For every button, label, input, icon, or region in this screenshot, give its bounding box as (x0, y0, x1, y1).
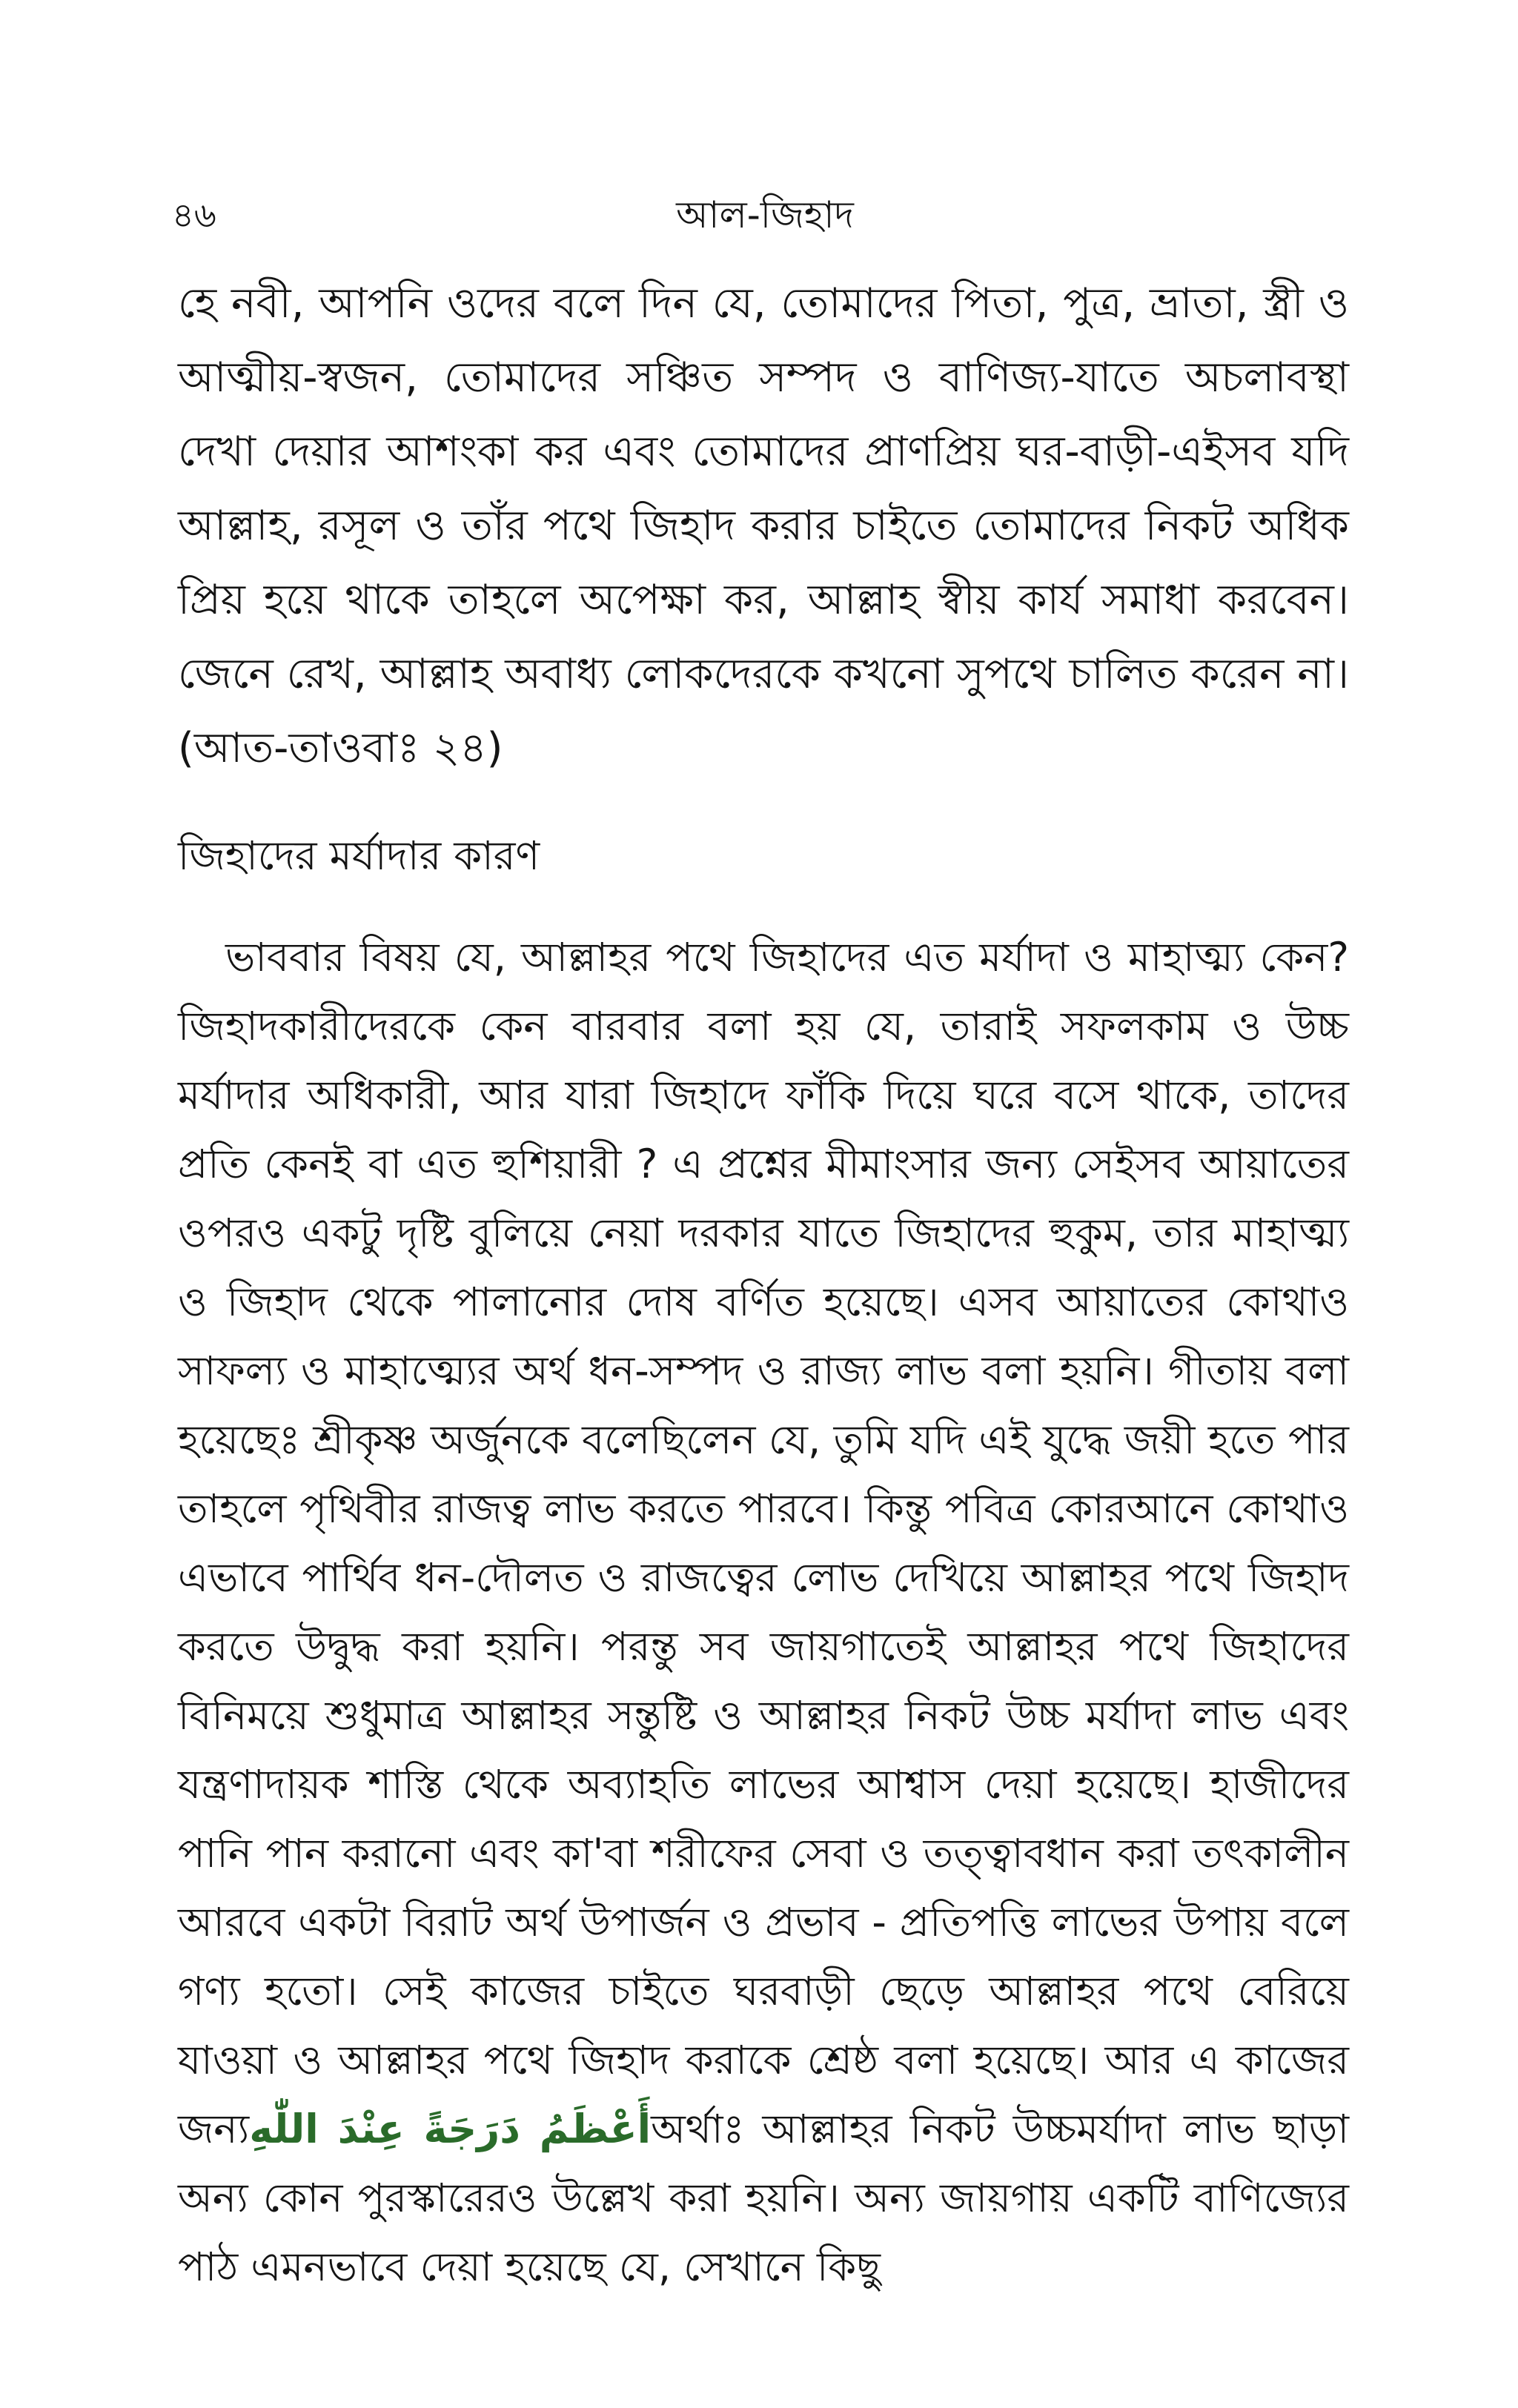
running-header (172, 185, 1358, 245)
page-number: ৪৬ (172, 195, 216, 235)
quran-verse-paragraph: হে নবী, আপনি ওদের বলে দিন যে, তোমাদের পিতা, পুত্র, ভ্রাতা, স্ত্রী ও আত্মীয়-স্বজন, তোমাদের সঞ্চিত সম্পদ ও বাণিজ্য-যাতে অচলাবস্থা দেখা দেয়ার আশংকা কর এবং তোমাদের প্রাণপ্রিয় ঘর-বাড়ী-এইসব যদি আল্লাহ, রসূল ও তাঁর পথে জিহাদ করার চাইতে তোমাদের নিকট অধিক প্রিয় হয়ে থাকে তাহলে অপেক্ষা কর, আল্লাহ স্বীয় কার্য সমাধা করবেন। জেনে রেখ, আল্লাহ অবাধ্য লোকদেরকে কখনো সুপথে চালিত করেন না। (আত-তাওবাঃ ২৪) (178, 279, 1350, 772)
body-text-part-2: অর্থাঃ আল্লাহর নিকট উচ্চমর্যাদা লাভ ছাড়া অন্য কোন পুরস্কারেরও উল্লেখ করা হয়নি। অন্য জায়গায় একটি বাণিজ্যের পাঠ এমনভাবে দেয়া হয়েছে যে, সেখানে কিছু (178, 2106, 1349, 2290)
book-title: আল-জিহাদ (676, 193, 854, 236)
arabic-phrase: أَعْظَمُ دَرَجَةً عِنْدَ اللّٰهِ (249, 2106, 652, 2152)
section-heading: জিহাদের মর্যাদার কারণ (178, 832, 540, 879)
body-text-part-1: ভাববার বিষয় যে, আল্লাহর পথে জিহাদের এত মর্যাদা ও মাহাত্ম্য কেন? জিহাদকারীদেরকে কেন বারবার বলা হয় যে, তারাই সফলকাম ও উচ্চ মর্যাদার অধিকারী, আর যারা জিহাদে ফাঁকি দিয়ে ঘরে বসে থাকে, তাদের প্রতি কেনই বা এত হুশিয়ারী ? এ প্রশ্নের মীমাংসার জন্য সেইসব আয়াতের ওপরও একটু দৃষ্টি বুলিয়ে নেয়া দরকার যাতে জিহাদের হুকুম, তার মাহাত্ম্য ও জিহাদ থেকে পালানোর দোষ বর্ণিত হয়েছে। এসব আয়াতের কোথাও সাফল্য ও মাহাত্ম্যের অর্থ ধন-সম্পদ ও রাজ্য লাভ বলা হয়নি। গীতায় বলা হয়েছেঃ শ্রীকৃষ্ণ অর্জুনকে বলেছিলেন যে, তুমি যদি এই যুদ্ধে জয়ী হতে পার তাহলে পৃথিবীর রাজত্ব লাভ করতে পারবে। কিন্তু পবিত্র কোরআনে কোথাও এভাবে পার্থিব ধন-দৌলত ও রাজত্বের লোভ দেখিয়ে আল্লাহর পথে জিহাদ করতে উদ্বুদ্ধ করা হয়নি। পরন্তু সব জায়গাতেই আল্লাহর পথে জিহাদের বিনিময়ে শুধুমাত্র আল্লাহর সন্তুষ্টি ও আল্লাহর নিকট উচ্চ মর্যাদা লাভ এবং যন্ত্রণাদায়ক শাস্তি থেকে অব্যাহতি লাভের আশ্বাস দেয়া হয়েছে। হাজীদের পানি পান করানো এবং কা'বা শরীফের সেবা ও তত্ত্বাবধান করা তৎকালীন আরবে একটা বিরাট অর্থ উপার্জন ও প্রভাব - প্রতিপত্তি লাভের উপায় বলে গণ্য হতো। সেই কাজের চাইতে ঘরবাড়ী ছেড়ে আল্লাহর পথে বেরিয়ে যাওয়া ও আল্লাহর পথে জিহাদ করাকে শ্রেষ্ঠ বলা হয়েছে। আর এ কাজের জন্য (178, 934, 1349, 2152)
body-paragraph (178, 923, 1349, 2301)
